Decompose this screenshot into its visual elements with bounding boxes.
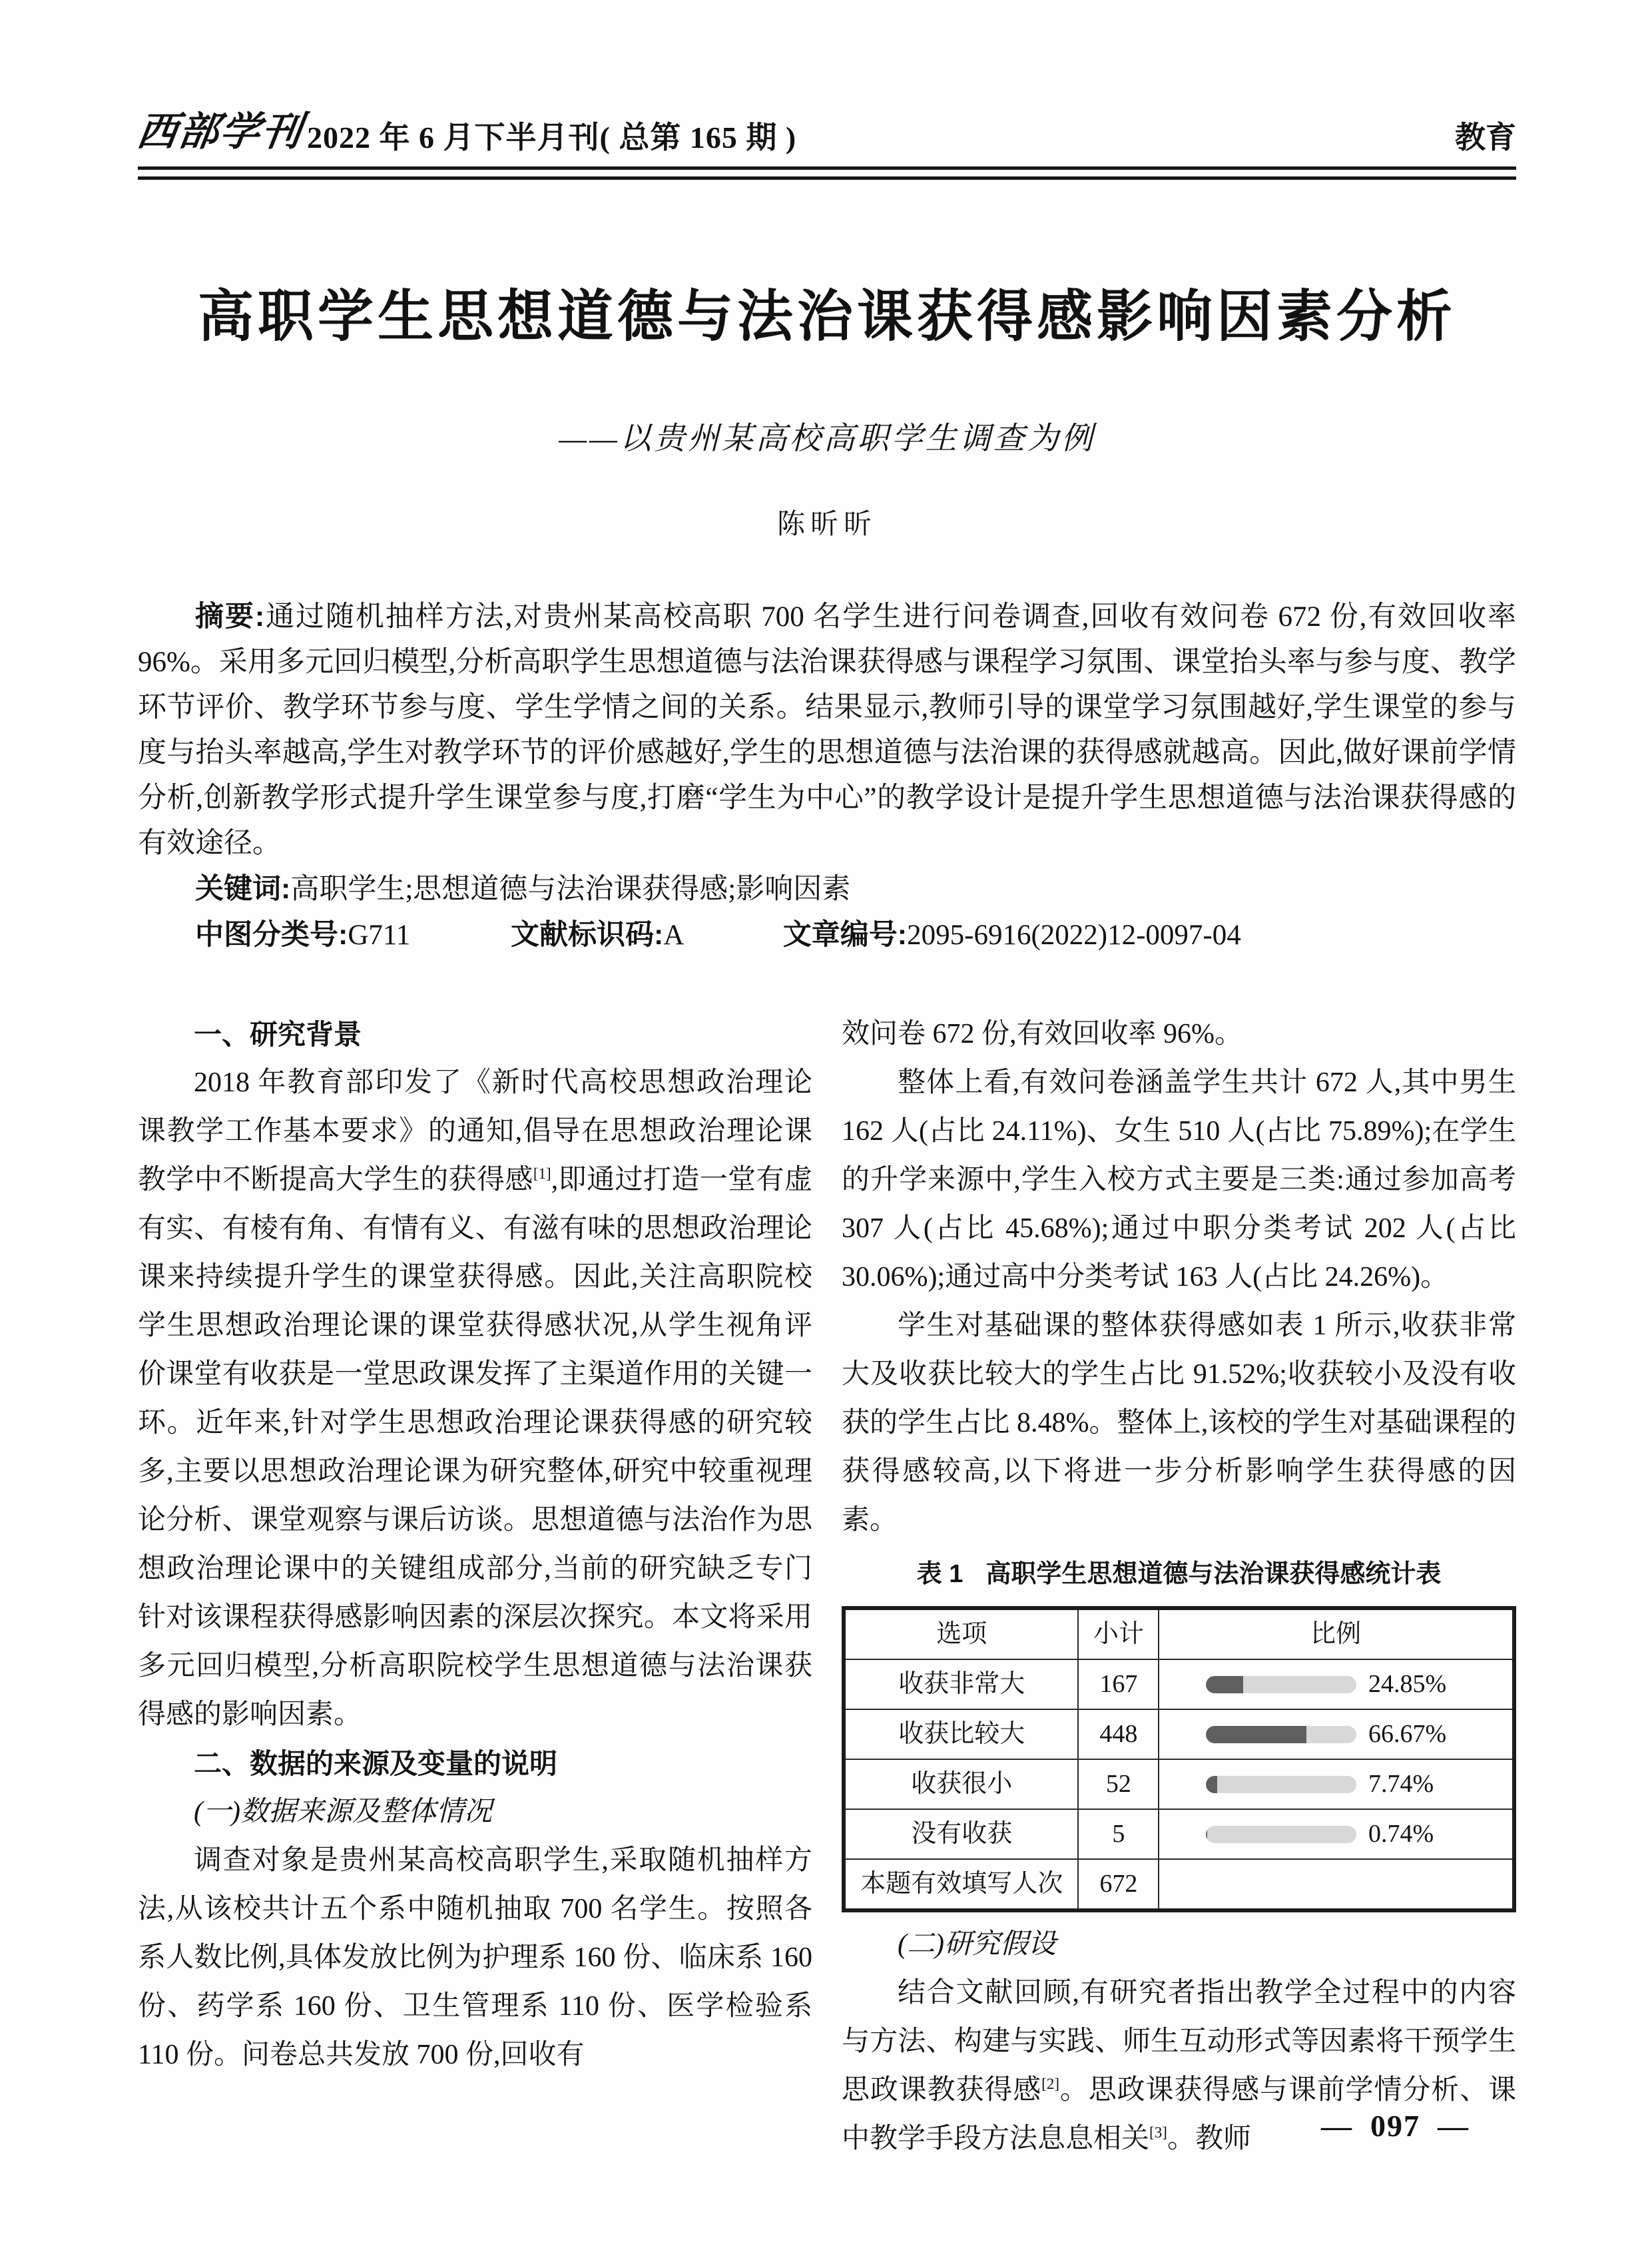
classification-line xyxy=(138,912,1516,958)
header-count: 小计 xyxy=(1078,1608,1159,1659)
article-author: 陈昕昕 xyxy=(776,509,877,540)
abstract-paragraph xyxy=(138,594,1516,866)
empty-cell xyxy=(1159,1859,1514,1910)
right-column xyxy=(842,1010,1516,2163)
page-header xyxy=(134,100,1516,157)
keywords-text: 高职学生;思想道德与法治课获得感;影响因素 xyxy=(290,874,851,905)
article-title: 高职学生思想道德与法治课获得感影响因素分析 xyxy=(197,286,1456,348)
paragraph: 学生对基础课的整体获得感如表 1 所示,收获非常大及收获比较大的学生占比 91.52%;收获较小及没有收获的学生占比 8.48%。整体上,该校的学生对基础课程的获得感较高,以下将进一步分析影响学生获得感的因素。 xyxy=(842,1310,1516,1536)
ratio-bar: 7.74% xyxy=(1165,1760,1507,1809)
header-option: 选项 xyxy=(844,1608,1078,1659)
abstract-text: 通过随机抽样方法,对贵州某高校高职 700 名学生进行问卷调查,回收有效问卷 672 份,有效回收率 96%。采用多元回归模型,分析高职学生思想道德与法治课获得感与课程学习氛围、课堂抬头率与参与度、教学环节评价、教学环节参与度、学生学情之间的关系。结果显示,教师引导的课堂学习氛围越好,学生课堂的参与度与抬头率越高,学生对教学环节的评价感越好,学生的思想道德与法治课的获得感就越高。因此,做好课前学情分析,创新教学形式提升学生课堂参与度,打磨“学生为中心”的教学设计是提升学生思想道德与法治课获得感的有效途径。 xyxy=(138,601,1516,859)
table-total-row: 本题有效填写人次 672 xyxy=(844,1859,1514,1910)
reference-mark-1: [1] xyxy=(533,1165,551,1182)
keywords-paragraph xyxy=(138,866,1516,912)
paragraph: 结合文献回顾,有研究者指出教学全过程中的内容与方法、构建与实践、师生互动形式等因素将干预学生思政课教获得感[2]。思政课获得感与课前学情分析、课中教学手段方法息息相关[3]。教师 xyxy=(842,1978,1516,2154)
reference-mark-2: [2] xyxy=(1041,2075,1060,2092)
left-column xyxy=(138,1010,812,2163)
ratio-bar: 66.67% xyxy=(1165,1710,1507,1759)
statistics-table xyxy=(842,1606,1516,1912)
doc-code-item: 文献标识码:A xyxy=(511,919,683,951)
table-header-row xyxy=(844,1608,1514,1659)
subsection-heading-1: (一)数据来源及整体情况 xyxy=(194,1797,492,1827)
abstract-label: 摘要: xyxy=(195,601,265,633)
journal-logo: 西部学刊 xyxy=(134,110,306,154)
table-row: 收获比较大 448 66.67% xyxy=(844,1709,1514,1759)
section-label: 教育 xyxy=(1455,120,1516,154)
paragraph-continuation: 效问卷 672 份,有效回收率 96%。 xyxy=(842,1019,1242,1049)
clc-item: 中图分类号:G711 xyxy=(195,919,411,951)
paragraph: 整体上看,有效问卷涵盖学生共计 672 人,其中男生 162 人(占比 24.11%)、女生 510 人(占比 75.89%);在学生的升学来源中,学生入校方式主要是三类:通过参加高考 307 人(占比 45.68%);通过中职分类考试 202 人(占比 30.06%);通过高中分类考试 163 人(占比 24.26%)。 xyxy=(842,1067,1516,1292)
reference-mark-3: [3] xyxy=(1149,2123,1167,2141)
journal-issue-info: 2022 年 6 月下半月刊( 总第 165 期 ) xyxy=(307,121,797,154)
paragraph: 调查对象是贵州某高校高职学生,采取随机抽样方法,从该校共计五个系中随机抽取 700 名学生。按照各系人数比例,具体发放比例为护理系 160 份、临床系 160 份、药学系 160 份、卫生管理系 110 份、医学检验系 110 份。问卷总共发放 700 份,回收有 xyxy=(138,1845,812,2070)
page-number: — 097 — xyxy=(1321,2109,1470,2143)
paragraph: 2018 年教育部印发了《新时代高校思想政治理论课教学工作基本要求》的通知,倡导在思想政治理论课教学中不断提高大学生的获得感[1],即通过打造一堂有虚有实、有棱有角、有情有义、有滋有味的思想政治理论课来持续提升学生的课堂获得感。因此,关注高职院校学生思想政治理论课的课堂获得感状况,从学生视角评价课堂有收获是一堂思政课发挥了主渠道作用的关键一环。近年来,针对学生思想政治理论课获得感的研究较多,主要以思想政治理论课为研究整体,研究中较重视理论分析、课堂观察与课后访谈。思想道德与法治作为思想政治理论课中的关键组成部分,当前的研究缺乏专门针对该课程获得感影响因素的深层次探究。本文将采用多元回归模型,分析高职院校学生思想道德与法治课获得感的影响因素。 xyxy=(138,1067,812,1730)
article-id-item: 文章编号:2095-6916(2022)12-0097-04 xyxy=(782,919,1241,951)
article-body xyxy=(138,1010,1516,2163)
table-row: 收获很小 52 7.74% xyxy=(844,1759,1514,1809)
section-heading-2: 二、数据的来源及变量的说明 xyxy=(194,1748,558,1779)
table-row: 收获非常大 167 24.85% xyxy=(844,1659,1514,1709)
journal-masthead xyxy=(134,100,797,157)
ratio-bar: 24.85% xyxy=(1165,1660,1507,1709)
ratio-bar: 0.74% xyxy=(1165,1810,1507,1858)
article-subtitle: ——以贵州某高校高职学生调查为例 xyxy=(559,421,1095,456)
keywords-label: 关键词: xyxy=(195,873,291,905)
header-divider xyxy=(138,166,1516,180)
footer-dash: — xyxy=(1438,2109,1470,2143)
footer-dash: — xyxy=(1321,2109,1353,2143)
header-ratio: 比例 xyxy=(1159,1608,1514,1659)
subsection-heading-2: (二)研究假设 xyxy=(898,1929,1056,1960)
table-row: 没有收获 5 0.74% xyxy=(844,1809,1514,1859)
table-caption: 表 1 高职学生思想道德与法治课获得感统计表 xyxy=(916,1560,1442,1588)
section-heading-1: 一、研究背景 xyxy=(194,1019,362,1050)
article-meta xyxy=(138,594,1516,958)
